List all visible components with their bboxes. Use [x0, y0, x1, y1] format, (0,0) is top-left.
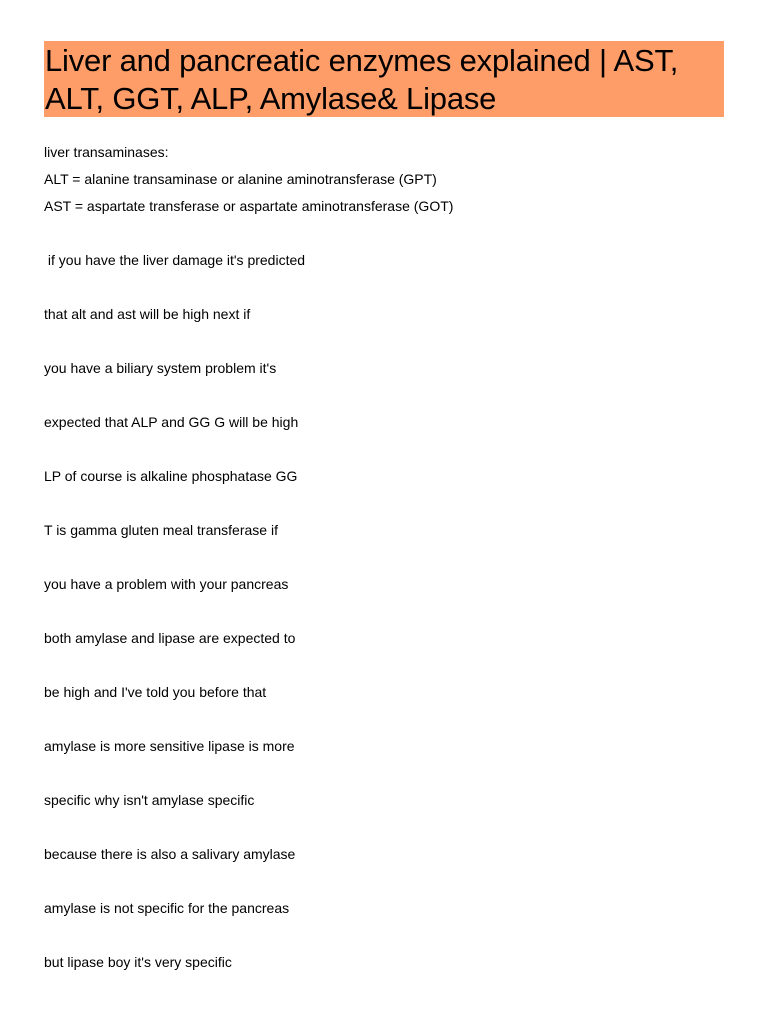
transcript-line: specific why isn't amylase specific: [44, 792, 255, 808]
transcript-line: because there is also a salivary amylase: [44, 846, 296, 862]
intro-line-heading: liver transaminases:: [44, 144, 169, 160]
intro-line-ast: AST = aspartate transferase or aspartate aminotransferase (GOT): [44, 198, 454, 214]
transcript-line: amylase is more sensitive lipase is more: [44, 738, 295, 754]
transcript-line: but lipase boy it's very specific: [44, 954, 232, 970]
transcript-line: amylase is not specific for the pancreas: [44, 900, 290, 916]
transcript-line: expected that ALP and GG G will be high: [44, 414, 299, 430]
intro-line-alt: ALT = alanine transaminase or alanine aminotransferase (GPT): [44, 171, 437, 187]
transcript-line: T is gamma gluten meal transferase if: [44, 522, 278, 538]
transcript-line: LP of course is alkaline phosphatase GG: [44, 468, 298, 484]
title-highlight-block: [44, 41, 724, 117]
transcript-line: you have a biliary system problem it's: [44, 360, 277, 376]
page-title: Liver and pancreatic enzymes explained | AST, ALT, GGT, ALP, Amylase& Lipase: [45, 43, 679, 116]
transcript-line: be high and I've told you before that: [44, 684, 267, 700]
transcript-line: if you have the liver damage it's predicted: [44, 252, 306, 268]
transcript-line: both amylase and lipase are expected to: [44, 630, 296, 646]
transcript-line: that alt and ast will be high next if: [44, 306, 251, 322]
transcript-line: you have a problem with your pancreas: [44, 576, 289, 592]
